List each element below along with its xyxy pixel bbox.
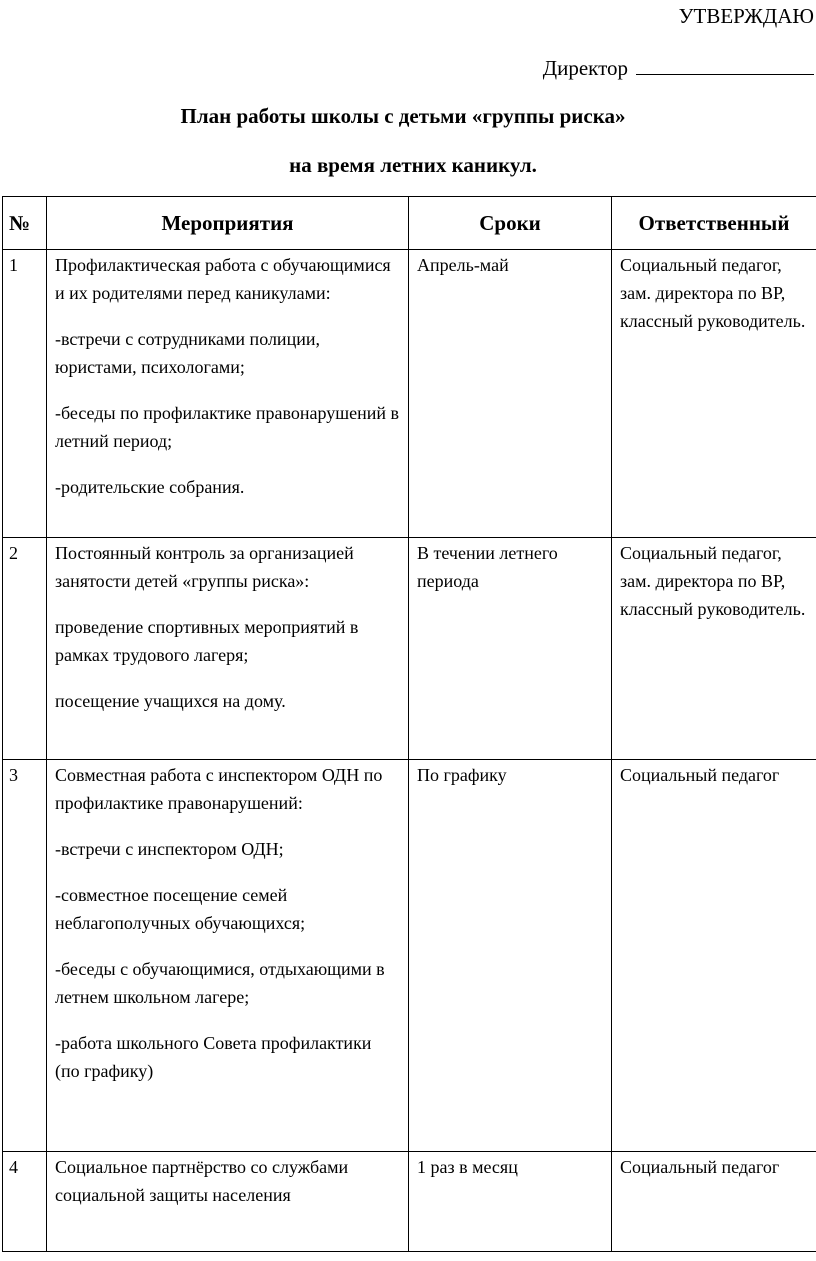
row-activities	[47, 538, 409, 760]
column-header-responsible: Ответственный	[612, 197, 816, 250]
row-responsible: Социальный педагог, зам. директора по ВР, классный руководитель.	[612, 538, 816, 760]
activity-text: -встречи с сотрудниками полиции, юристами, психологами;	[55, 329, 320, 377]
activity-text: -родительские собрания.	[55, 477, 245, 497]
document-title: План работы школы с детьми «группы риска»	[180, 104, 626, 128]
approval-heading: УТВЕРЖДАЮ	[678, 4, 814, 28]
activity-text: посещение учащихся на дому.	[55, 691, 286, 711]
row-term: 1 раз в месяц	[409, 1152, 612, 1252]
activity-text: Совместная работа с инспектором ОДН по профилактике правонарушений:	[55, 765, 383, 813]
table-row	[3, 1152, 816, 1252]
row-term: Апрель-май	[409, 250, 612, 538]
row-number: 2	[3, 538, 47, 760]
table-row	[3, 538, 816, 760]
row-activities	[47, 250, 409, 538]
director-label: Директор	[542, 56, 628, 80]
column-header-terms: Сроки	[409, 197, 612, 250]
column-header-activities: Мероприятия	[47, 197, 409, 250]
activity-text: Социальное партнёрство со службами социальной защиты населения	[55, 1157, 349, 1205]
activity-text: Постоянный контроль за организацией занятости детей «группы риска»:	[55, 543, 354, 591]
table-row	[3, 760, 816, 1152]
row-activities	[47, 760, 409, 1152]
row-term: В течении летнего периода	[409, 538, 612, 760]
activity-text: -беседы с обучающимися, отдыхающими в летнем школьном лагере;	[55, 959, 385, 1007]
row-activities	[47, 1152, 409, 1252]
row-responsible: Социальный педагог, зам. директора по ВР, классный руководитель.	[612, 250, 816, 538]
activity-text: -работа школьного Совета профилактики (по графику)	[55, 1033, 372, 1081]
document-subtitle: на время летних каникул.	[289, 153, 537, 177]
activity-text: -встречи с инспектором ОДН;	[55, 839, 284, 859]
row-number: 4	[3, 1152, 47, 1252]
activity-text: Профилактическая работа с обучающимися и их родителями перед каникулами:	[55, 255, 391, 303]
table-header-row	[3, 197, 816, 250]
row-term: По графику	[409, 760, 612, 1152]
column-header-number: №	[3, 197, 47, 250]
row-number: 3	[3, 760, 47, 1152]
row-number: 1	[3, 250, 47, 538]
activity-text: -беседы по профилактике правонарушений в летний период;	[55, 403, 400, 451]
table-row	[3, 250, 816, 538]
director-signature-line	[543, 56, 814, 81]
row-responsible: Социальный педагог	[612, 1152, 816, 1252]
activity-text: -совместное посещение семей неблагополучных обучающихся;	[55, 885, 306, 933]
plan-table	[2, 196, 816, 1252]
activity-text: проведение спортивных мероприятий в рамках трудового лагеря;	[55, 617, 359, 665]
signature-blank	[636, 58, 814, 75]
row-responsible: Социальный педагог	[612, 760, 816, 1152]
